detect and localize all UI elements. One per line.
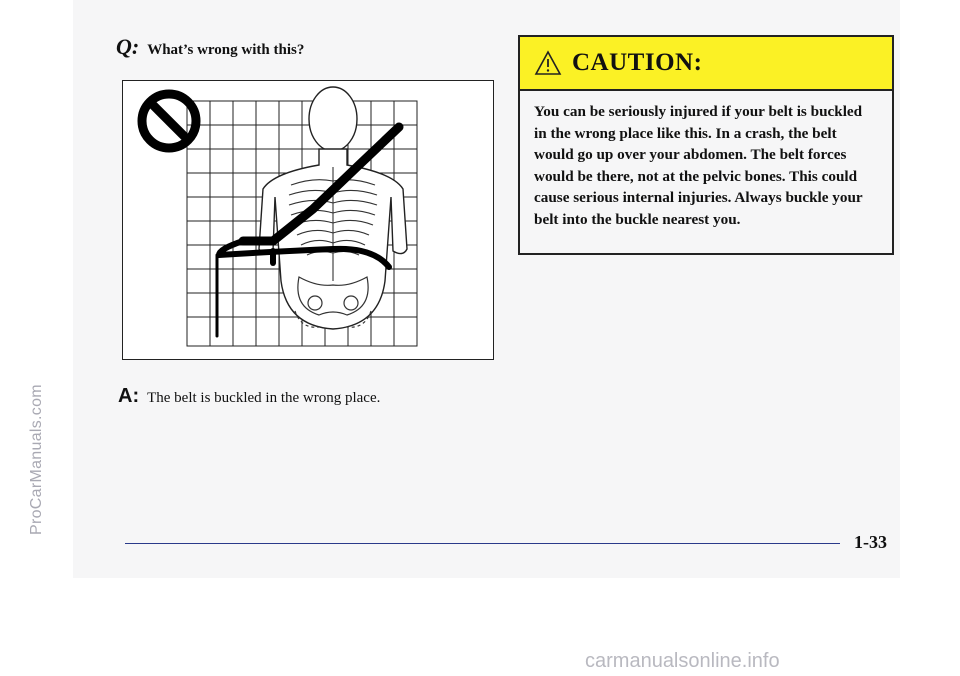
page-number: 1-33 [854, 532, 887, 552]
warning-triangle-icon [534, 50, 562, 76]
question-text: What’s wrong with this? [147, 42, 305, 58]
question-mark-label: Q: [116, 34, 140, 59]
question-line [116, 34, 304, 60]
caution-header [520, 37, 892, 91]
seatbelt-illustration [122, 80, 494, 360]
answer-mark-label: A: [118, 385, 140, 407]
footer-watermark: carmanualsonline.info [585, 650, 780, 672]
answer-line [118, 385, 380, 408]
caution-title: CAUTION: [572, 49, 703, 76]
caution-text: You can be seriously injured if your belt is buckled in the wrong place like this. In a crash, the belt would go up over your abdomen. The belt forces would be there, not at the pelvic bones. This could cause serious internal injuries. Always buckle your belt into the buckle nearest you. [534, 103, 863, 228]
answer-text: The belt is buckled in the wrong place. [147, 390, 381, 406]
side-watermark-text: ProCarManuals.com [28, 384, 45, 535]
footer-rule [125, 543, 840, 544]
caution-box [518, 35, 894, 255]
skeleton-belt-figure [123, 81, 493, 359]
side-watermark [0, 180, 45, 540]
